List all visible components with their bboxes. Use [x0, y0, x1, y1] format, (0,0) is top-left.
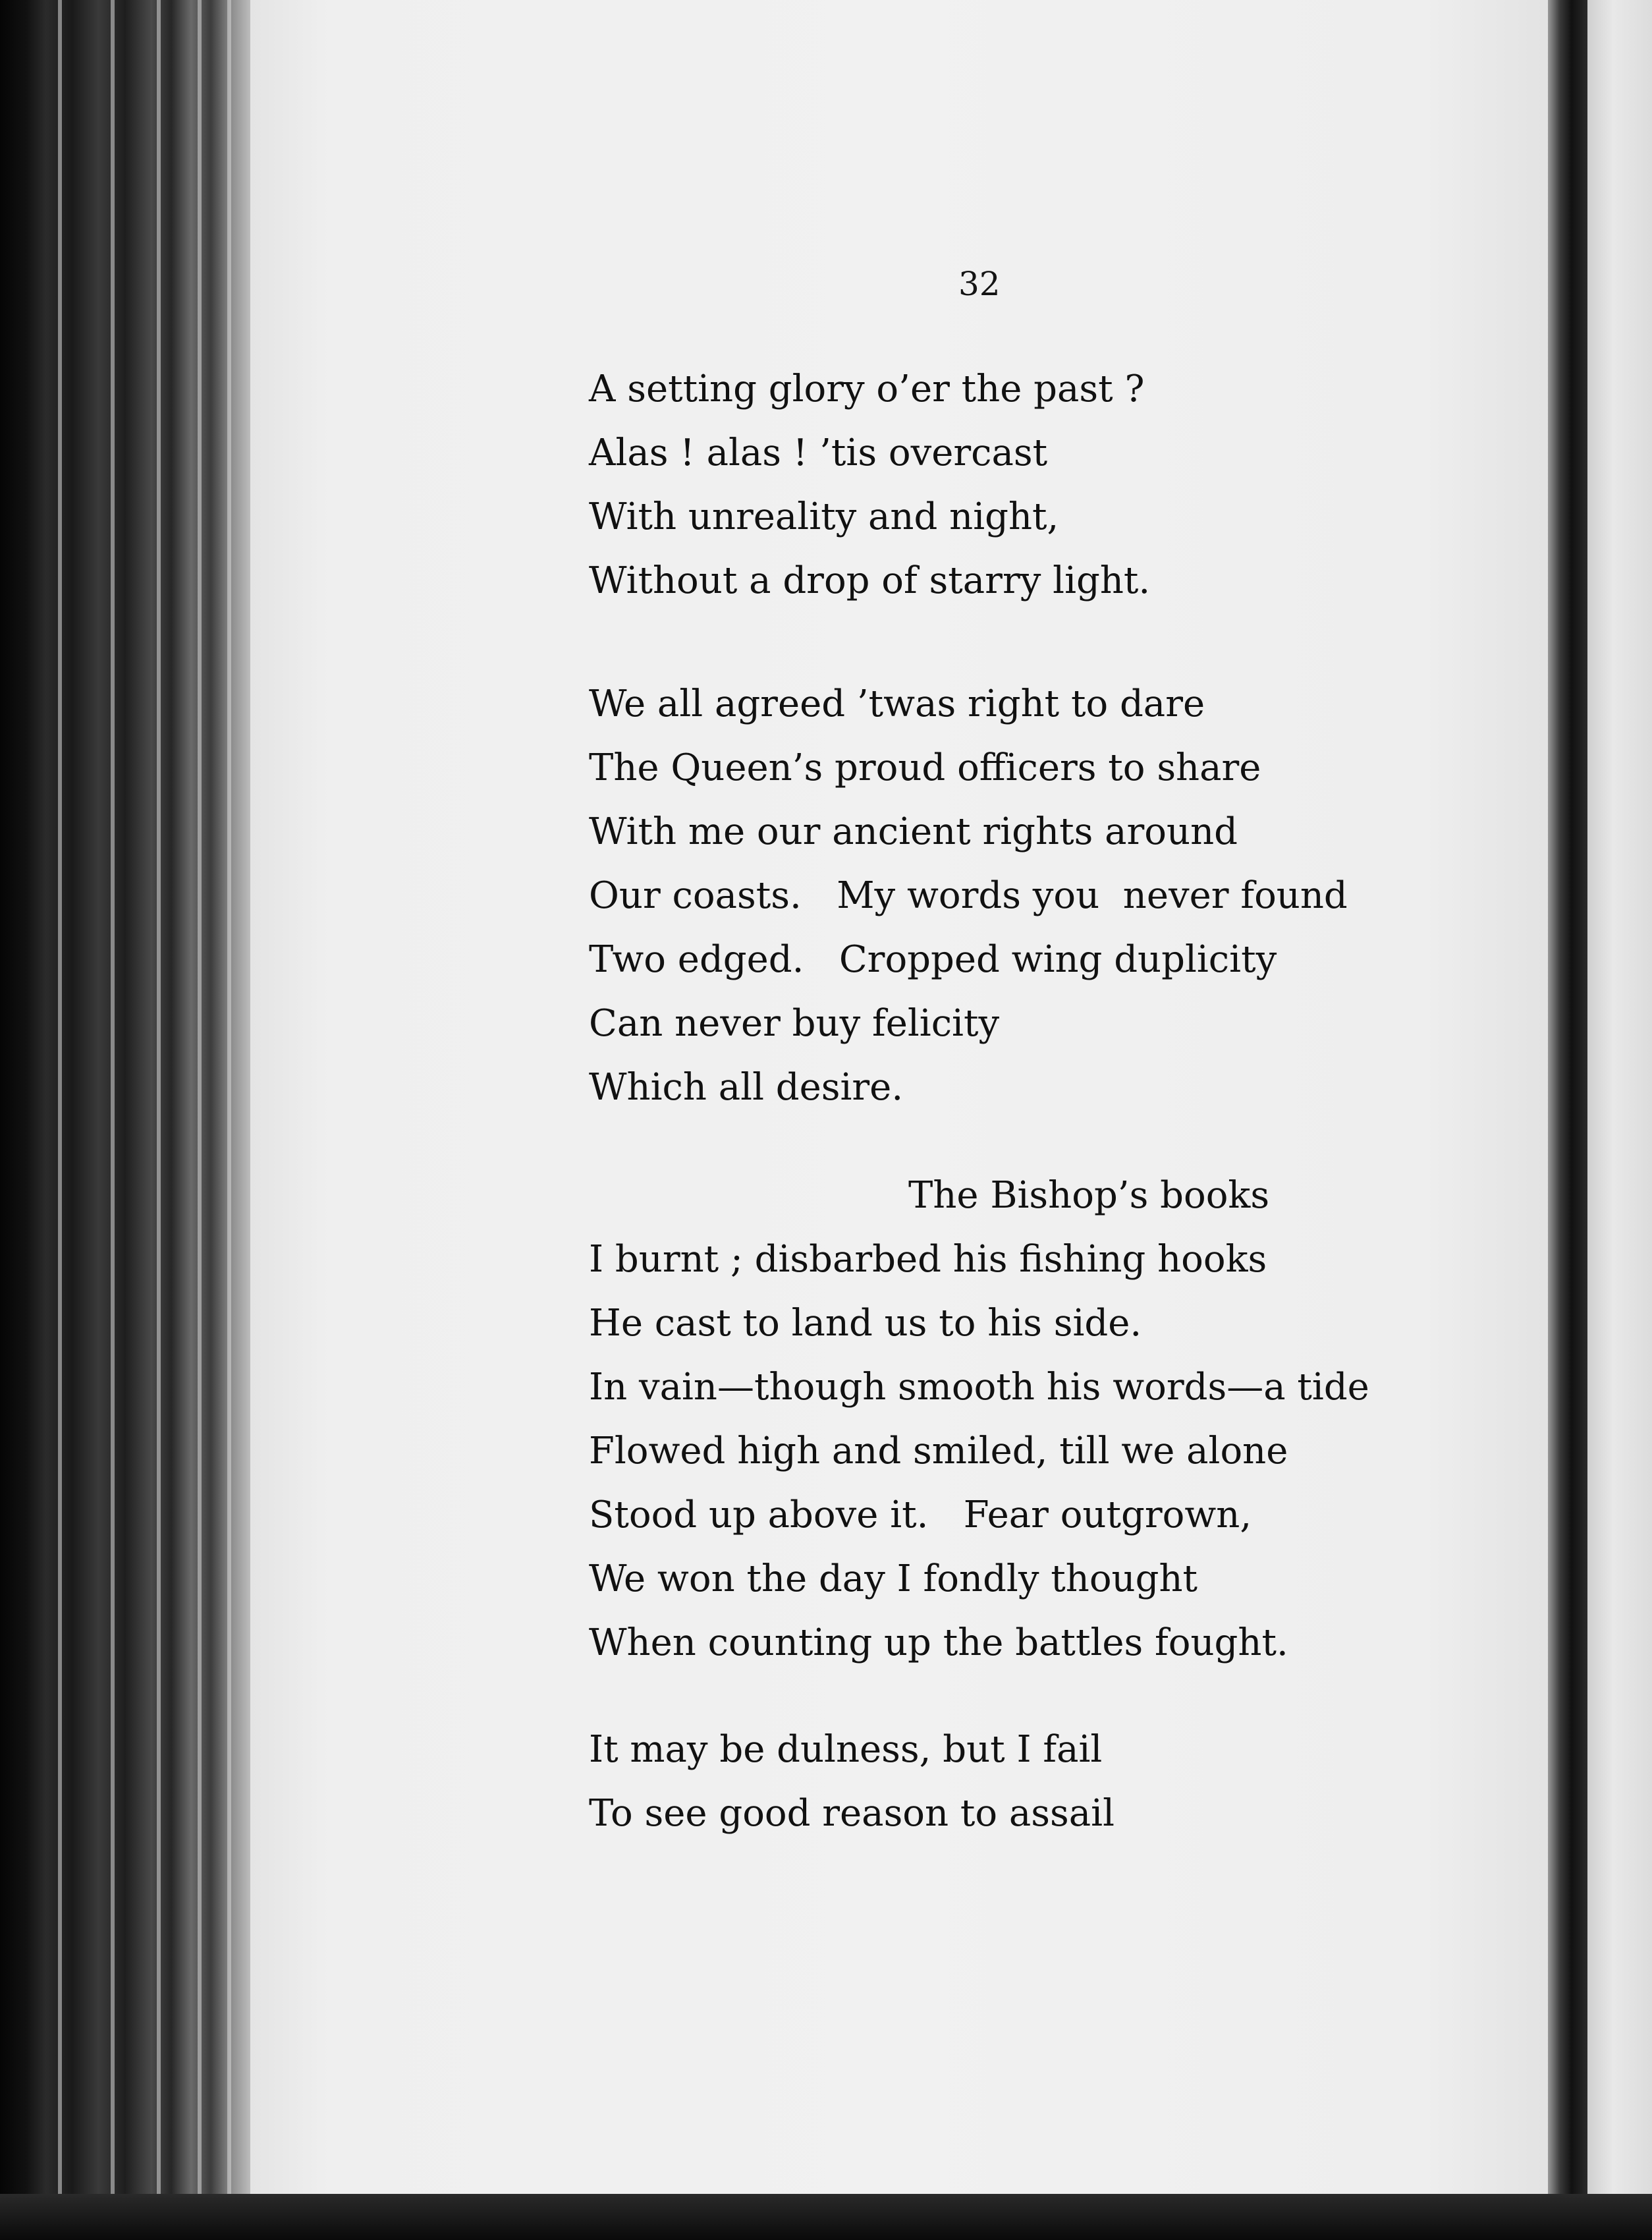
stanza-break [589, 1119, 1445, 1163]
poem-line: Alas ! alas ! ’tis overcast [589, 432, 1048, 474]
poem-line: Can never buy felicity [589, 1002, 1000, 1045]
stanza-break [589, 1675, 1445, 1718]
poem-line: Flowed high and smiled, till we alone [589, 1430, 1288, 1472]
book-gutter [1548, 0, 1587, 2240]
poem-line: A setting glory o’er the past ? [589, 368, 1145, 410]
poem-line: Without a drop of starry light. [589, 559, 1151, 602]
poem-line: We all agreed ’twas right to dare [589, 683, 1205, 725]
poem-line: It may be dulness, but I fail [589, 1728, 1103, 1771]
poem-line: The Queen’s proud officers to share [589, 746, 1261, 789]
poem-line: I burnt ; disbarbed his fishing hooks [589, 1238, 1267, 1281]
facing-page-edge [1587, 0, 1652, 2240]
poem-line: Stood up above it. Fear outgrown, [589, 1494, 1252, 1536]
poem-line: When counting up the battles fought. [589, 1621, 1288, 1664]
stanza-break [589, 613, 1445, 672]
poem-line: With unreality and night, [589, 495, 1059, 538]
poem-line: Our coasts. My words you never found [589, 874, 1348, 917]
stacked-page-edges [0, 0, 263, 2240]
poem-line: In vain—though smooth his words—a tide [589, 1366, 1369, 1409]
poem-line: To see good reason to assail [589, 1792, 1115, 1835]
poem-text [589, 357, 1445, 1845]
page-edge-line [157, 0, 161, 2240]
page-edge-line [198, 0, 202, 2240]
poem-line: We won the day I fondly thought [589, 1557, 1198, 1600]
page-number: 32 [958, 265, 1001, 303]
poem-line-indented: The Bishop’s books [908, 1174, 1270, 1217]
poem-line: Two edged. Cropped wing duplicity [589, 938, 1277, 981]
scan-bottom-border [0, 2194, 1652, 2240]
page-edge-line [58, 0, 62, 2240]
page-edge-line [227, 0, 231, 2240]
poem-line: Which all desire. [589, 1066, 904, 1109]
poem-line: With me our ancient rights around [589, 810, 1238, 853]
poem-line: He cast to land us to his side. [589, 1302, 1142, 1345]
page-edge-line [111, 0, 115, 2240]
